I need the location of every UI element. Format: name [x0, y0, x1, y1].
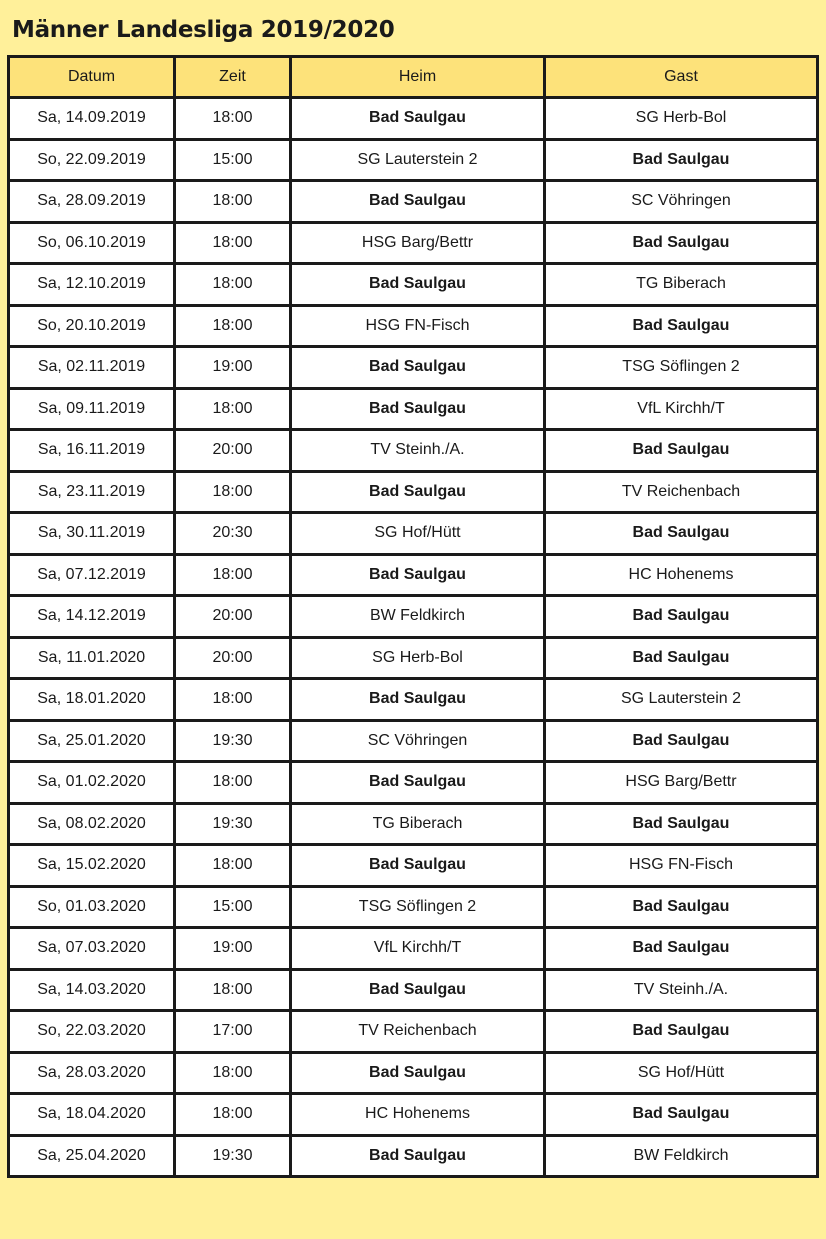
table-row [9, 803, 818, 845]
table-row [9, 305, 818, 347]
cell-zeit: 19:00 [175, 347, 291, 389]
cell-gast: VfL Kirchh/T [545, 388, 818, 430]
cell-gast: Bad Saulgau [545, 928, 818, 970]
cell-heim: Bad Saulgau [291, 554, 545, 596]
cell-datum: Sa, 09.11.2019 [9, 388, 175, 430]
cell-zeit: 18:00 [175, 1052, 291, 1094]
cell-heim: Bad Saulgau [291, 98, 545, 140]
cell-heim: Bad Saulgau [291, 1135, 545, 1177]
cell-heim: Bad Saulgau [291, 471, 545, 513]
cell-heim: SG Herb-Bol [291, 637, 545, 679]
cell-datum: Sa, 11.01.2020 [9, 637, 175, 679]
table-row [9, 1011, 818, 1053]
cell-zeit: 18:00 [175, 305, 291, 347]
table-row [9, 1135, 818, 1177]
cell-heim: TV Reichenbach [291, 1011, 545, 1053]
cell-heim: SG Hof/Hütt [291, 513, 545, 555]
table-row [9, 222, 818, 264]
cell-heim: Bad Saulgau [291, 679, 545, 721]
cell-gast: HSG FN-Fisch [545, 845, 818, 887]
cell-heim: Bad Saulgau [291, 264, 545, 306]
cell-gast: HSG Barg/Bettr [545, 762, 818, 804]
cell-datum: So, 06.10.2019 [9, 222, 175, 264]
cell-zeit: 18:00 [175, 98, 291, 140]
cell-heim: HC Hohenems [291, 1094, 545, 1136]
cell-zeit: 19:30 [175, 720, 291, 762]
cell-zeit: 18:00 [175, 679, 291, 721]
cell-datum: Sa, 25.04.2020 [9, 1135, 175, 1177]
cell-gast: Bad Saulgau [545, 886, 818, 928]
cell-zeit: 20:00 [175, 596, 291, 638]
cell-heim: Bad Saulgau [291, 347, 545, 389]
cell-gast: TG Biberach [545, 264, 818, 306]
column-header-heim: Heim [291, 57, 545, 98]
cell-datum: Sa, 16.11.2019 [9, 430, 175, 472]
cell-heim: Bad Saulgau [291, 845, 545, 887]
cell-zeit: 20:30 [175, 513, 291, 555]
schedule-body [9, 98, 818, 1177]
column-header-gast: Gast [545, 57, 818, 98]
cell-gast: Bad Saulgau [545, 430, 818, 472]
cell-datum: Sa, 18.01.2020 [9, 679, 175, 721]
cell-gast: Bad Saulgau [545, 637, 818, 679]
cell-datum: Sa, 14.09.2019 [9, 98, 175, 140]
cell-heim: Bad Saulgau [291, 388, 545, 430]
cell-datum: So, 22.03.2020 [9, 1011, 175, 1053]
table-row [9, 264, 818, 306]
cell-heim: Bad Saulgau [291, 969, 545, 1011]
cell-zeit: 18:00 [175, 845, 291, 887]
table-row [9, 679, 818, 721]
cell-datum: Sa, 07.03.2020 [9, 928, 175, 970]
cell-gast: TV Reichenbach [545, 471, 818, 513]
cell-heim: TV Steinh./A. [291, 430, 545, 472]
cell-gast: Bad Saulgau [545, 1011, 818, 1053]
column-header-datum: Datum [9, 57, 175, 98]
cell-zeit: 19:30 [175, 803, 291, 845]
table-row [9, 886, 818, 928]
cell-heim: TSG Söflingen 2 [291, 886, 545, 928]
cell-zeit: 19:30 [175, 1135, 291, 1177]
cell-gast: Bad Saulgau [545, 222, 818, 264]
cell-gast: TV Steinh./A. [545, 969, 818, 1011]
cell-zeit: 18:00 [175, 554, 291, 596]
cell-heim: Bad Saulgau [291, 762, 545, 804]
cell-heim: TG Biberach [291, 803, 545, 845]
table-row [9, 637, 818, 679]
cell-gast: HC Hohenems [545, 554, 818, 596]
table-row [9, 98, 818, 140]
cell-heim: HSG Barg/Bettr [291, 222, 545, 264]
cell-heim: VfL Kirchh/T [291, 928, 545, 970]
cell-datum: So, 22.09.2019 [9, 139, 175, 181]
cell-gast: Bad Saulgau [545, 305, 818, 347]
cell-zeit: 20:00 [175, 430, 291, 472]
cell-zeit: 18:00 [175, 222, 291, 264]
cell-datum: Sa, 12.10.2019 [9, 264, 175, 306]
cell-datum: Sa, 14.03.2020 [9, 969, 175, 1011]
cell-gast: TSG Söflingen 2 [545, 347, 818, 389]
table-row [9, 430, 818, 472]
cell-zeit: 19:00 [175, 928, 291, 970]
table-row [9, 845, 818, 887]
table-row [9, 720, 818, 762]
cell-heim: Bad Saulgau [291, 181, 545, 223]
cell-zeit: 18:00 [175, 969, 291, 1011]
cell-gast: SG Herb-Bol [545, 98, 818, 140]
cell-gast: SG Hof/Hütt [545, 1052, 818, 1094]
table-row [9, 762, 818, 804]
cell-heim: BW Feldkirch [291, 596, 545, 638]
cell-zeit: 18:00 [175, 388, 291, 430]
cell-datum: Sa, 08.02.2020 [9, 803, 175, 845]
table-row [9, 1094, 818, 1136]
cell-zeit: 18:00 [175, 762, 291, 804]
table-row [9, 139, 818, 181]
table-row [9, 513, 818, 555]
cell-heim: SG Lauterstein 2 [291, 139, 545, 181]
cell-datum: Sa, 30.11.2019 [9, 513, 175, 555]
cell-gast: Bad Saulgau [545, 596, 818, 638]
header-row [9, 57, 818, 98]
cell-datum: Sa, 14.12.2019 [9, 596, 175, 638]
cell-gast: Bad Saulgau [545, 513, 818, 555]
cell-datum: Sa, 18.04.2020 [9, 1094, 175, 1136]
cell-zeit: 15:00 [175, 886, 291, 928]
table-row [9, 388, 818, 430]
schedule-table [7, 55, 819, 1178]
cell-datum: Sa, 25.01.2020 [9, 720, 175, 762]
cell-gast: Bad Saulgau [545, 1094, 818, 1136]
page-title: Männer Landesliga 2019/2020 [12, 17, 395, 43]
cell-heim: HSG FN-Fisch [291, 305, 545, 347]
cell-datum: Sa, 28.09.2019 [9, 181, 175, 223]
table-row [9, 471, 818, 513]
cell-datum: Sa, 07.12.2019 [9, 554, 175, 596]
cell-heim: SC Vöhringen [291, 720, 545, 762]
cell-datum: Sa, 28.03.2020 [9, 1052, 175, 1094]
table-row [9, 969, 818, 1011]
cell-datum: Sa, 02.11.2019 [9, 347, 175, 389]
cell-datum: Sa, 01.02.2020 [9, 762, 175, 804]
table-row [9, 928, 818, 970]
cell-zeit: 17:00 [175, 1011, 291, 1053]
cell-zeit: 20:00 [175, 637, 291, 679]
cell-zeit: 18:00 [175, 264, 291, 306]
cell-zeit: 18:00 [175, 471, 291, 513]
cell-zeit: 18:00 [175, 181, 291, 223]
cell-gast: SG Lauterstein 2 [545, 679, 818, 721]
cell-datum: Sa, 23.11.2019 [9, 471, 175, 513]
cell-gast: Bad Saulgau [545, 139, 818, 181]
cell-datum: So, 01.03.2020 [9, 886, 175, 928]
cell-datum: So, 20.10.2019 [9, 305, 175, 347]
table-row [9, 554, 818, 596]
cell-gast: BW Feldkirch [545, 1135, 818, 1177]
cell-heim: Bad Saulgau [291, 1052, 545, 1094]
cell-gast: Bad Saulgau [545, 803, 818, 845]
column-header-zeit: Zeit [175, 57, 291, 98]
cell-gast: SC Vöhringen [545, 181, 818, 223]
cell-zeit: 15:00 [175, 139, 291, 181]
table-row [9, 1052, 818, 1094]
cell-zeit: 18:00 [175, 1094, 291, 1136]
table-row [9, 181, 818, 223]
cell-gast: Bad Saulgau [545, 720, 818, 762]
cell-datum: Sa, 15.02.2020 [9, 845, 175, 887]
table-row [9, 596, 818, 638]
table-row [9, 347, 818, 389]
